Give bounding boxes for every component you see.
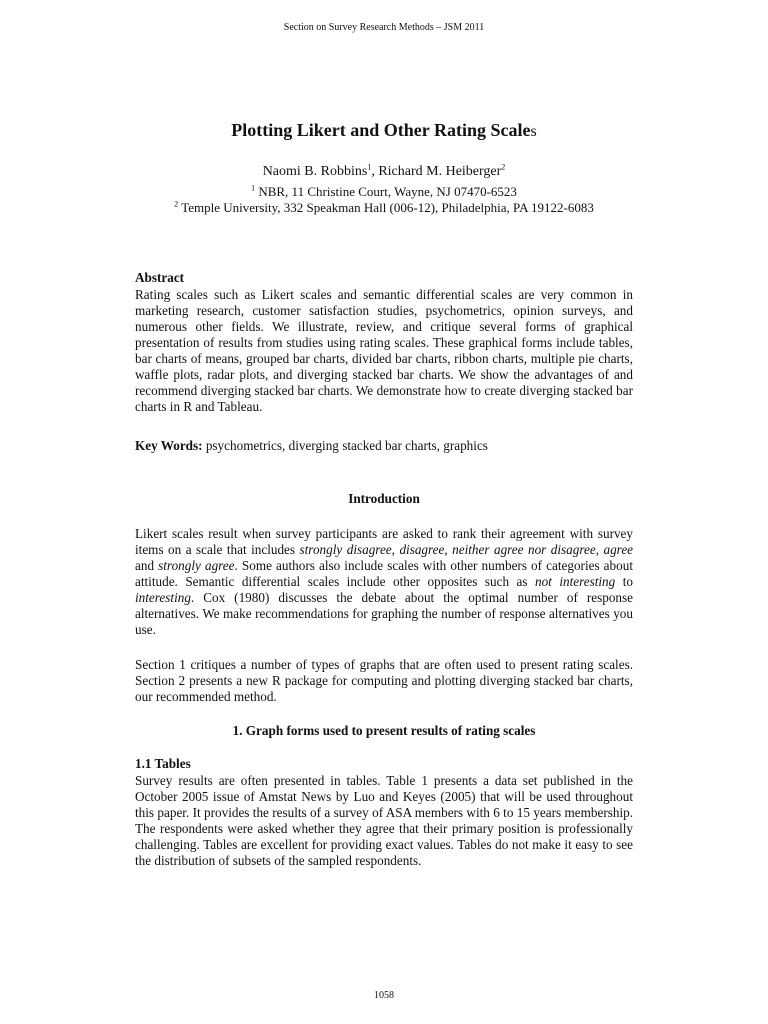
author-1: Naomi B. Robbins [262,164,368,179]
intro-italic-term: agree [603,542,634,557]
running-header: Section on Survey Research Methods – JSM 2011 [283,22,485,33]
intro-text-segment: Likert scales result when survey participants are asked to rank their agreement with survey items on a scale that includes [135,526,633,557]
abstract-text: Rating scales such as Likert scales and semantic differential scales are very common in marketing research, customer satisfaction studies, psychometrics, opinion surveys, and numerous other fields. We illustrate, review, and critique several forms of graphical presentation of results from studies using rating scales. These graphical forms include tables, bar charts of means, grouped bar charts, divided bar charts, ribbon charts, multiple pie charts, waffle plots, radar plots, and diverging stacked bar charts. We show the advantages of and recommend diverging stacked bar charts. We demonstrate how to create diverging stacked bar charts in R and Tableau. [135,287,633,414]
abstract-heading: Abstract [135,270,185,285]
intro-text-segment: and [135,558,159,573]
author-2-superscript: 2 [501,162,506,172]
affiliation-1 [0,184,768,200]
page-number: 1058 [374,990,394,1001]
keywords-text: psychometrics, diverging stacked bar charts, graphics [202,438,488,453]
intro-italic-term: strongly disagree [299,542,392,557]
title-main: Plotting Likert and Other Rating Scale [231,120,531,140]
title-tail: s [530,123,537,140]
affiliation-1-superscript: 1 [251,183,256,193]
intro-italic-term: not interesting [534,574,616,589]
introduction-heading: Introduction [348,491,420,506]
intro-italic-term: interesting [135,590,191,605]
authors-line [0,164,768,180]
paper-title [0,120,768,141]
author-1-superscript: 1 [367,162,372,172]
intro-text-segment: to [615,574,633,589]
intro-text-segment: . Some authors also include scales with other numbers of categories about attitude. Semantic differential scales include other opposites such as [135,558,633,589]
author-2: Richard M. Heiberger [378,164,502,179]
keywords-line [135,438,633,454]
section-1-1-heading: 1.1 Tables [135,756,191,771]
affiliation-2 [0,200,768,216]
introduction-paragraph-2: Section 1 critiques a number of types of graphs that are often used to present rating scales. Section 2 presents a new R package for computing and plotting diverging stacked bar charts, our recommended method. [135,657,633,704]
intro-italic-term: neither agree nor disagree [452,542,596,557]
introduction-paragraph-1 [135,526,633,638]
affiliation-1-text: NBR, 11 Christine Court, Wayne, NJ 07470-6523 [258,184,517,199]
affiliation-2-text: Temple University, 332 Speakman Hall (006-12), Philadelphia, PA 19122-6083 [181,200,594,215]
intro-text-segment: , [391,542,400,557]
affiliation-2-superscript: 2 [174,199,179,209]
keywords-label: Key Words: [135,438,203,453]
author-separator: , [371,164,379,179]
intro-text-segment: . Cox (1980) discusses the debate about the optimal number of response alternatives. We make recommendations for graphing the number of response alternatives you use. [135,590,633,637]
intro-italic-term: strongly agree [158,558,235,573]
section-1-heading: 1. Graph forms used to present results of rating scales [232,723,536,738]
section-1-1-text: Survey results are often presented in tables. Table 1 presents a data set published in the October 2005 issue of Amstat News by Luo and Keyes (2005) that will be used throughout this paper. It provides the results of a survey of ASA members with 6 to 15 years membership. The respondents were asked whether they agree that their primary position is professionally challenging. Tables are excellent for providing exact values. Tables do not make it easy to see the distribution of subsets of the sampled respondents. [135,773,633,868]
intro-text-segment: , [595,542,604,557]
intro-text-segment: , [444,542,453,557]
intro-italic-term: disagree [399,542,445,557]
